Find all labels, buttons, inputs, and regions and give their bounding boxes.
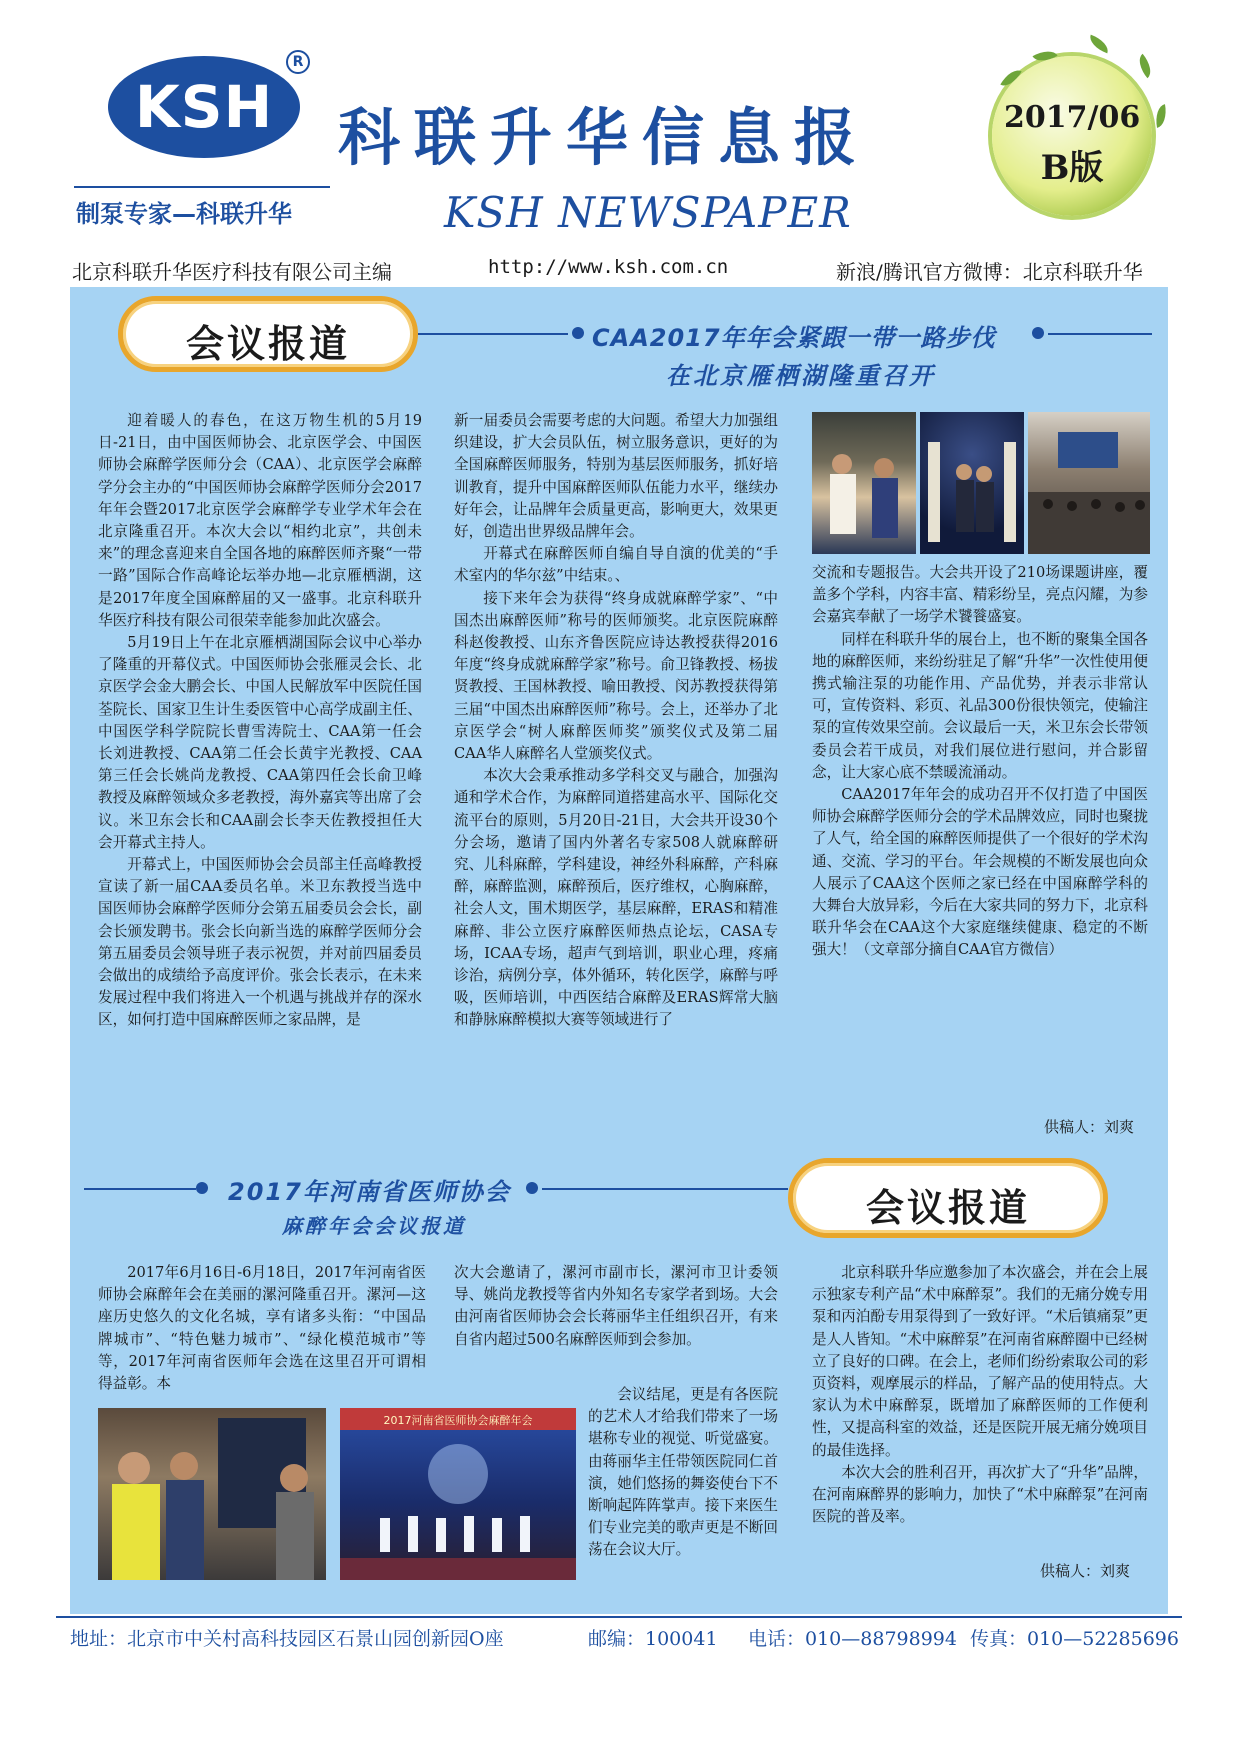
article1-column-2 [454,410,778,1032]
ksh-logo [108,56,300,158]
article1-credit: 供稿人：刘爽 [1044,1118,1135,1136]
article1-subheadline: 在北京雁栖湖隆重召开 [666,362,936,390]
weibo-info: 新浪/腾讯官方微博：北京科联升华 [836,260,1143,284]
masthead-english-title: KSH NEWSPAPER [444,188,852,237]
section-label-meeting-report [118,296,418,372]
leaf-icon [1153,104,1169,128]
footer-fax: 传真：010—52285696 [970,1628,1179,1650]
edition-badge-globe [992,56,1152,216]
article2-column-1 [98,1262,426,1395]
paragraph: 新一届委员会需要考虑的大问题。希望大力加强组织建设，扩大会员队伍，树立服务意识，更好的为全国麻醉医师服务，特别为基层医师服务，抓好培训教育，提升中国麻醉医师队伍能力水平，继续办好年会，让品牌年会质量更高，影响更大，效果更好，创造出世界级品牌年会。 [454,412,778,541]
headline-rule [542,1188,788,1190]
section-label-meeting-report [788,1158,1108,1238]
stage-banner-text: 2017河南省医师协会麻醉年会 [383,1414,533,1427]
photo-audience-icon [1028,412,1150,554]
issue-date: 2017/06 [1004,100,1141,135]
paragraph: 交流和专题报告。大会共开设了210场课题讲座，覆盖多个学科，内容丰富、精彩纷呈，亮点闪耀，为参会嘉宾奉献了一场学术饕餮盛宴。 [812,564,1148,626]
registered-mark: R [286,50,310,74]
section-label-text: 会议报道 [185,321,350,366]
slogan: 制泵专家—科联升华 [76,200,292,228]
article2-credit: 供稿人：刘爽 [1040,1562,1131,1580]
bullet-dot-icon [196,1182,208,1194]
headline-rule [84,1188,196,1190]
article1-column-3 [812,562,1148,962]
photo-stage-icon [920,412,1024,554]
article2-column-3 [812,1262,1148,1528]
headline-rule [418,333,568,335]
paragraph: 北京科联升华应邀参加了本次盛会，并在会上展示独家专利产品“术中麻醉泵”。我们的无痛分娩专用泵和丙泊酚专用泵得到了一致好评。“术后镇痛泵”更是人人皆知。“术中麻醉泵”在河南省麻醉圈中已经树立了良好的口碑。在会上，老师们纷纷索取公司的彩页资料，观摩展示的样品，了解产品的使用特点。大家认为术中麻醉泵，既增加了麻醉医师的工作便利性，又提高科室的效益，还是医院开展无痛分娩项目的最佳选择。 [812,1264,1148,1459]
section-label-text: 会议报道 [865,1185,1030,1230]
photo-figures-icon [812,412,916,554]
photo-dance-performance [340,1408,576,1580]
footer-divider [56,1616,1182,1618]
photo-stage-performance-icon [340,1408,576,1580]
article2-column-2-continued [588,1384,778,1562]
logo-divider [74,186,330,188]
paragraph: 5月19日上午在北京雁栖湖国际会议中心举办了隆重的开幕仪式。中国医师协会张雁灵会长、北京医学会金大鹏会长、中国人民解放军中医院任国荃院长、国家卫生计生委医管中心高学成副主任、中国医学科学院院长曹雪涛院士、CAA第一任会长刘进教授、CAA第二任会长黄宇光教授、CAA第三任会长姚尚龙教授、CAA第四任会长俞卫峰教授及麻醉领域众多老教授，海外嘉宾等出席了会议。米卫东会长和CAA副会长李天佐教授担任大会开幕式主持人。 [98,634,422,851]
leaf-icon [1133,54,1156,79]
article2-column-2 [454,1262,778,1351]
paragraph: 开幕式上，中国医师协会会员部主任高峰教授宣读了新一届CAA委员名单。米卫东教授当选中国医师协会麻醉学医师分会第五届委员会会长，副会长颁发聘书。张会长向新当选的麻醉学医师分会第五届委员会领导班子表示祝贺，并对前四届委员会做出的成绩给予高度评价。张会长表示，在未来发展过程中我们将进入一个机遇与挑战并存的深水区，如何打造中国麻醉医师之家品牌，是 [98,856,422,1029]
bullet-dot-icon [1032,327,1044,339]
photo-conference-hall [1028,412,1150,554]
photo-stage-award [920,412,1024,554]
paragraph: CAA2017年年会的成功召开不仅打造了中国医师协会麻醉学医师分会的学术品牌效应，同时也聚拢了人气，给全国的麻醉医师提供了一个很好的学术沟通、交流、学习的平台。年会规模的不断发展也向众人展示了CAA这个医师之家已经在中国麻醉学科的大舞台大放异彩，今后在大家共同的努力下，北京科联升华会在CAA这个大家庭继续健康、稳定的不断强大！（文章部分摘自CAA官方微信） [812,786,1148,959]
photo-booth-visitors [812,412,916,554]
article2-headline: 2017年河南省医师协会 [228,1178,511,1206]
paragraph: 本次大会的胜利召开，再次扩大了“升华”品牌，在河南麻醉界的影响力，加快了“术中麻醉泵”在河南医院的普及率。 [812,1463,1148,1526]
paragraph: 次大会邀请了，漯河市副市长，漯河市卫计委领导、姚尚龙教授等省内外知名专家学者到场。大会由河南省医师协会会长蒋丽华主任组织召开，有来自省内超过500名麻醉医师到会参加。 [454,1264,778,1348]
edition: B版 [1040,148,1104,188]
logo-text: KSH [134,73,274,141]
paragraph: 2017年6月16日-6月18日，2017年河南省医师协会麻醉年会在美丽的漯河隆重召开。漯河—这座历史悠久的文化名城，享有诸多头衔：“中国品牌城市”、“特色魅力城市”、“绿化模范城市”等等，2017年河南省医师年会选在这里召开可谓相得益彰。本 [98,1264,426,1393]
bullet-dot-icon [572,327,584,339]
paragraph: 接下来年会为获得“终身成就麻醉学家”、“中国杰出麻醉医师”称号的医师颁奖。北京医院麻醉科赵俊教授、山东齐鲁医院应诗达教授获得2016年度“终身成就麻醉学家”称号。俞卫锋教授、杨拔贤教授、王国林教授、喻田教授、闵苏教授获得第三届“中国杰出麻醉医师”称号。会上，还举办了北京医学会“树人麻醉医师奖”颁奖仪式及第二届CAA华人麻醉名人堂颁奖仪式。 [454,589,778,763]
bullet-dot-icon [526,1182,538,1194]
article1-headline: CAA2017年年会紧跟一带一路步伐 [592,324,996,352]
paragraph: 会议结尾，更是有各医院的艺术人才给我们带来了一场堪称专业的视觉、听觉盛宴。由蒋丽华主任带领医院同仁首演，她们悠扬的舞姿使台下不断响起阵阵掌声。接下来医生们专业完美的歌声更是不断回荡在会议大厅。 [588,1386,778,1559]
article2-subheadline: 麻醉年会会议报道 [282,1214,466,1238]
paragraph: 本次大会秉承推动多学科交叉与融合，加强沟通和学术合作，为麻醉同道搭建高水平、国际化交流平台的原则，5月20日-21日，大会共开设30个分会场，邀请了国内外著名专家508人就麻醉研究、儿科麻醉，学科建设，神经外科麻醉，产科麻醉，麻醉监测，麻醉预后，医疗维权，心胸麻醉，社会人文，围术期医学，基层麻醉，ERAS和精准麻醉、非公立医疗麻醉医师热点论坛，CASA专场，ICAA专场，超声气到培训，职业心理，疼痛诊治，病例分享，体外循环，转化医学，麻醉与呼吸，医师培训，中西医结合麻醉及ERAS辉常大脑和静脉麻醉模拟大赛等领域进行了 [454,767,778,1029]
website-link[interactable]: http://www.ksh.com.cn [488,256,729,278]
masthead-title: 科联升华信息报 [338,101,871,174]
photo-booth-icon [98,1408,326,1580]
footer-phone: 电话：010—88798994 [748,1628,957,1650]
photo-exhibition-booth [98,1408,326,1580]
headline-rule [1048,333,1152,335]
paragraph: 开幕式在麻醉医师自编自导自演的优美的“手术室内的华尔兹”中结束。、 [454,545,778,585]
footer-address: 地址：北京市中关村高科技园区石景山园创新园O座 [70,1628,504,1650]
footer-postcode: 邮编：100041 [588,1628,718,1650]
paragraph: 同样在科联升华的展台上，也不断的聚集全国各地的麻醉医师，来纷纷驻足了解“升华”一次性使用便携式输注泵的功能作用、产品优势，并表示非常认可，宣传资料、彩页、礼品300份很快领完，使输注泵的宣传效果空前。会议最后一天，米卫东会长带领委员会若干成员，对我们展位进行慰问，并合影留念，让大家心底不禁暖流涌动。 [812,630,1148,781]
leaf-icon [1087,35,1112,54]
paragraph: 迎着暖人的春色，在这万物生机的5月19日-21日，由中国医师协会、北京医学会、中国医师协会麻醉学医师分会（CAA）、北京医学会麻醉学分会主办的“中国医师协会麻醉学医师分会2017年年会暨2017北京医学会麻醉学专业学术年会在北京隆重召开。本次大会以“相约北京”，共创未来”的理念喜迎来自全国各地的麻醉医师齐聚“一带一路”国际合作高峰论坛举办地—北京雁栖湖，这是2017年度全国麻醉届的又一盛事。北京科联升华医疗科技有限公司很荣幸能参加此次盛会。 [98,412,422,629]
article1-column-1 [98,410,422,1032]
editor-credit: 北京科联升华医疗科技有限公司主编 [72,260,392,284]
